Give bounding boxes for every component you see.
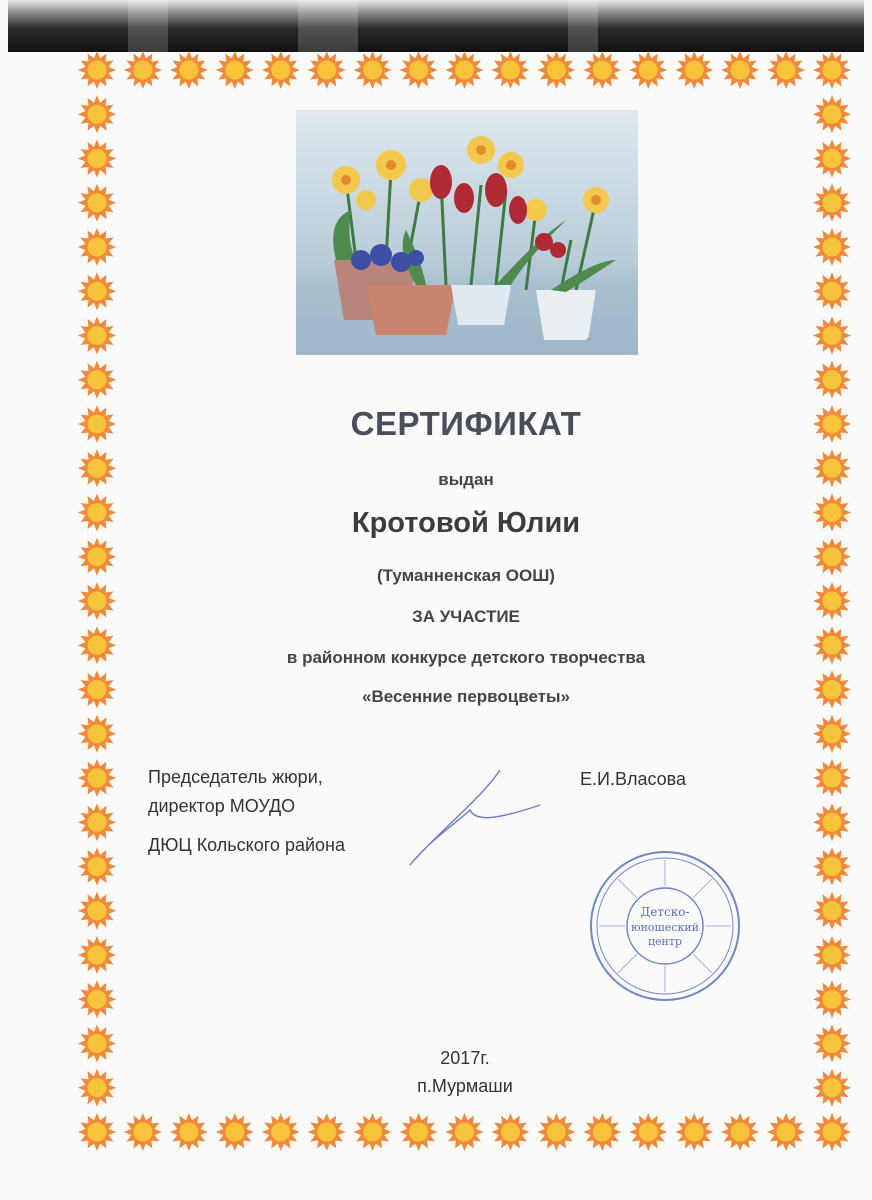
sun-ornament bbox=[813, 759, 851, 797]
sun-ornament bbox=[446, 51, 484, 89]
sun-ornament bbox=[675, 51, 713, 89]
signer-role-line3: ДЮЦ Кольского района bbox=[148, 835, 345, 855]
sun-ornament bbox=[124, 1113, 162, 1151]
sun-ornament bbox=[813, 848, 851, 886]
sun-ornament bbox=[813, 184, 851, 222]
official-stamp bbox=[585, 846, 745, 1006]
sun-ornament bbox=[78, 936, 116, 974]
sun-ornament bbox=[78, 759, 116, 797]
sun-ornament bbox=[537, 1113, 575, 1151]
sun-ornament bbox=[675, 1113, 713, 1151]
signer-role-line1: Председатель жюри, bbox=[148, 767, 323, 787]
school-name: (Туманненская ООШ) bbox=[377, 566, 555, 585]
sun-ornament bbox=[78, 715, 116, 753]
sun-ornament bbox=[400, 1113, 438, 1151]
stamp-center-line3: центр bbox=[647, 935, 683, 948]
sun-ornament bbox=[813, 361, 851, 399]
sun-ornament bbox=[400, 51, 438, 89]
sun-ornament bbox=[78, 361, 116, 399]
sun-ornament bbox=[583, 51, 621, 89]
sun-ornament bbox=[78, 51, 116, 89]
sun-ornament bbox=[629, 1113, 667, 1151]
sun-ornament bbox=[78, 272, 116, 310]
signer-name: Е.И.Власова bbox=[580, 769, 687, 789]
svg-text:~: ~ bbox=[586, 335, 591, 344]
signer-role-line2: директор МОУДО bbox=[148, 796, 296, 816]
sun-ornament bbox=[124, 51, 162, 89]
certificate-place: п.Мурмаши bbox=[417, 1076, 513, 1096]
sun-ornament bbox=[216, 1113, 254, 1151]
sun-ornament bbox=[813, 892, 851, 930]
sun-ornament bbox=[721, 1113, 759, 1151]
issued-label: выдан bbox=[438, 470, 494, 489]
participation-label: ЗА УЧАСТИЕ bbox=[412, 607, 520, 626]
sun-ornament bbox=[813, 980, 851, 1018]
sun-ornament bbox=[813, 95, 851, 133]
sun-ornament bbox=[767, 1113, 805, 1151]
sun-ornament bbox=[78, 95, 116, 133]
sun-ornament bbox=[767, 51, 805, 89]
sun-ornament bbox=[262, 51, 300, 89]
stamp-center-line2: юношеский bbox=[631, 921, 699, 934]
sun-ornament bbox=[170, 1113, 208, 1151]
contest-name: «Весенние первоцветы» bbox=[362, 687, 570, 706]
sun-ornament bbox=[78, 980, 116, 1018]
sun-ornament bbox=[170, 51, 208, 89]
sun-ornament bbox=[78, 140, 116, 178]
sun-ornament bbox=[813, 1113, 851, 1151]
flower-painting-image bbox=[296, 110, 638, 355]
sun-ornament bbox=[813, 715, 851, 753]
sun-ornament bbox=[354, 51, 392, 89]
sun-ornament bbox=[813, 228, 851, 266]
handwritten-signature bbox=[400, 760, 560, 870]
sun-ornament bbox=[629, 51, 667, 89]
sun-ornament bbox=[216, 51, 254, 89]
sun-ornament bbox=[721, 51, 759, 89]
sun-ornament bbox=[491, 1113, 529, 1151]
sun-ornament bbox=[78, 228, 116, 266]
sun-ornament bbox=[813, 803, 851, 841]
sun-ornament bbox=[354, 1113, 392, 1151]
sun-ornament bbox=[813, 140, 851, 178]
sun-ornament bbox=[813, 317, 851, 355]
sun-ornament bbox=[446, 1113, 484, 1151]
sun-ornament bbox=[308, 51, 346, 89]
sun-ornament bbox=[78, 892, 116, 930]
sun-ornament bbox=[78, 1113, 116, 1151]
certificate-title: СЕРТИФИКАТ bbox=[350, 405, 582, 442]
sun-ornament bbox=[491, 51, 529, 89]
sun-ornament bbox=[813, 272, 851, 310]
stamp-center-line1: Детско- bbox=[640, 905, 690, 919]
sun-ornament bbox=[78, 184, 116, 222]
recipient-name: Кротовой Юлии bbox=[351, 507, 581, 539]
sun-ornament bbox=[813, 51, 851, 89]
sun-ornament bbox=[78, 848, 116, 886]
sun-ornament bbox=[583, 1113, 621, 1151]
sun-ornament bbox=[537, 51, 575, 89]
sun-ornament bbox=[262, 1113, 300, 1151]
sun-ornament bbox=[78, 317, 116, 355]
sun-ornament bbox=[78, 803, 116, 841]
contest-description: в районном конкурсе детского творчества bbox=[286, 648, 646, 667]
certificate-year: 2017г. bbox=[440, 1048, 490, 1068]
sun-ornament bbox=[813, 936, 851, 974]
sun-ornament bbox=[308, 1113, 346, 1151]
